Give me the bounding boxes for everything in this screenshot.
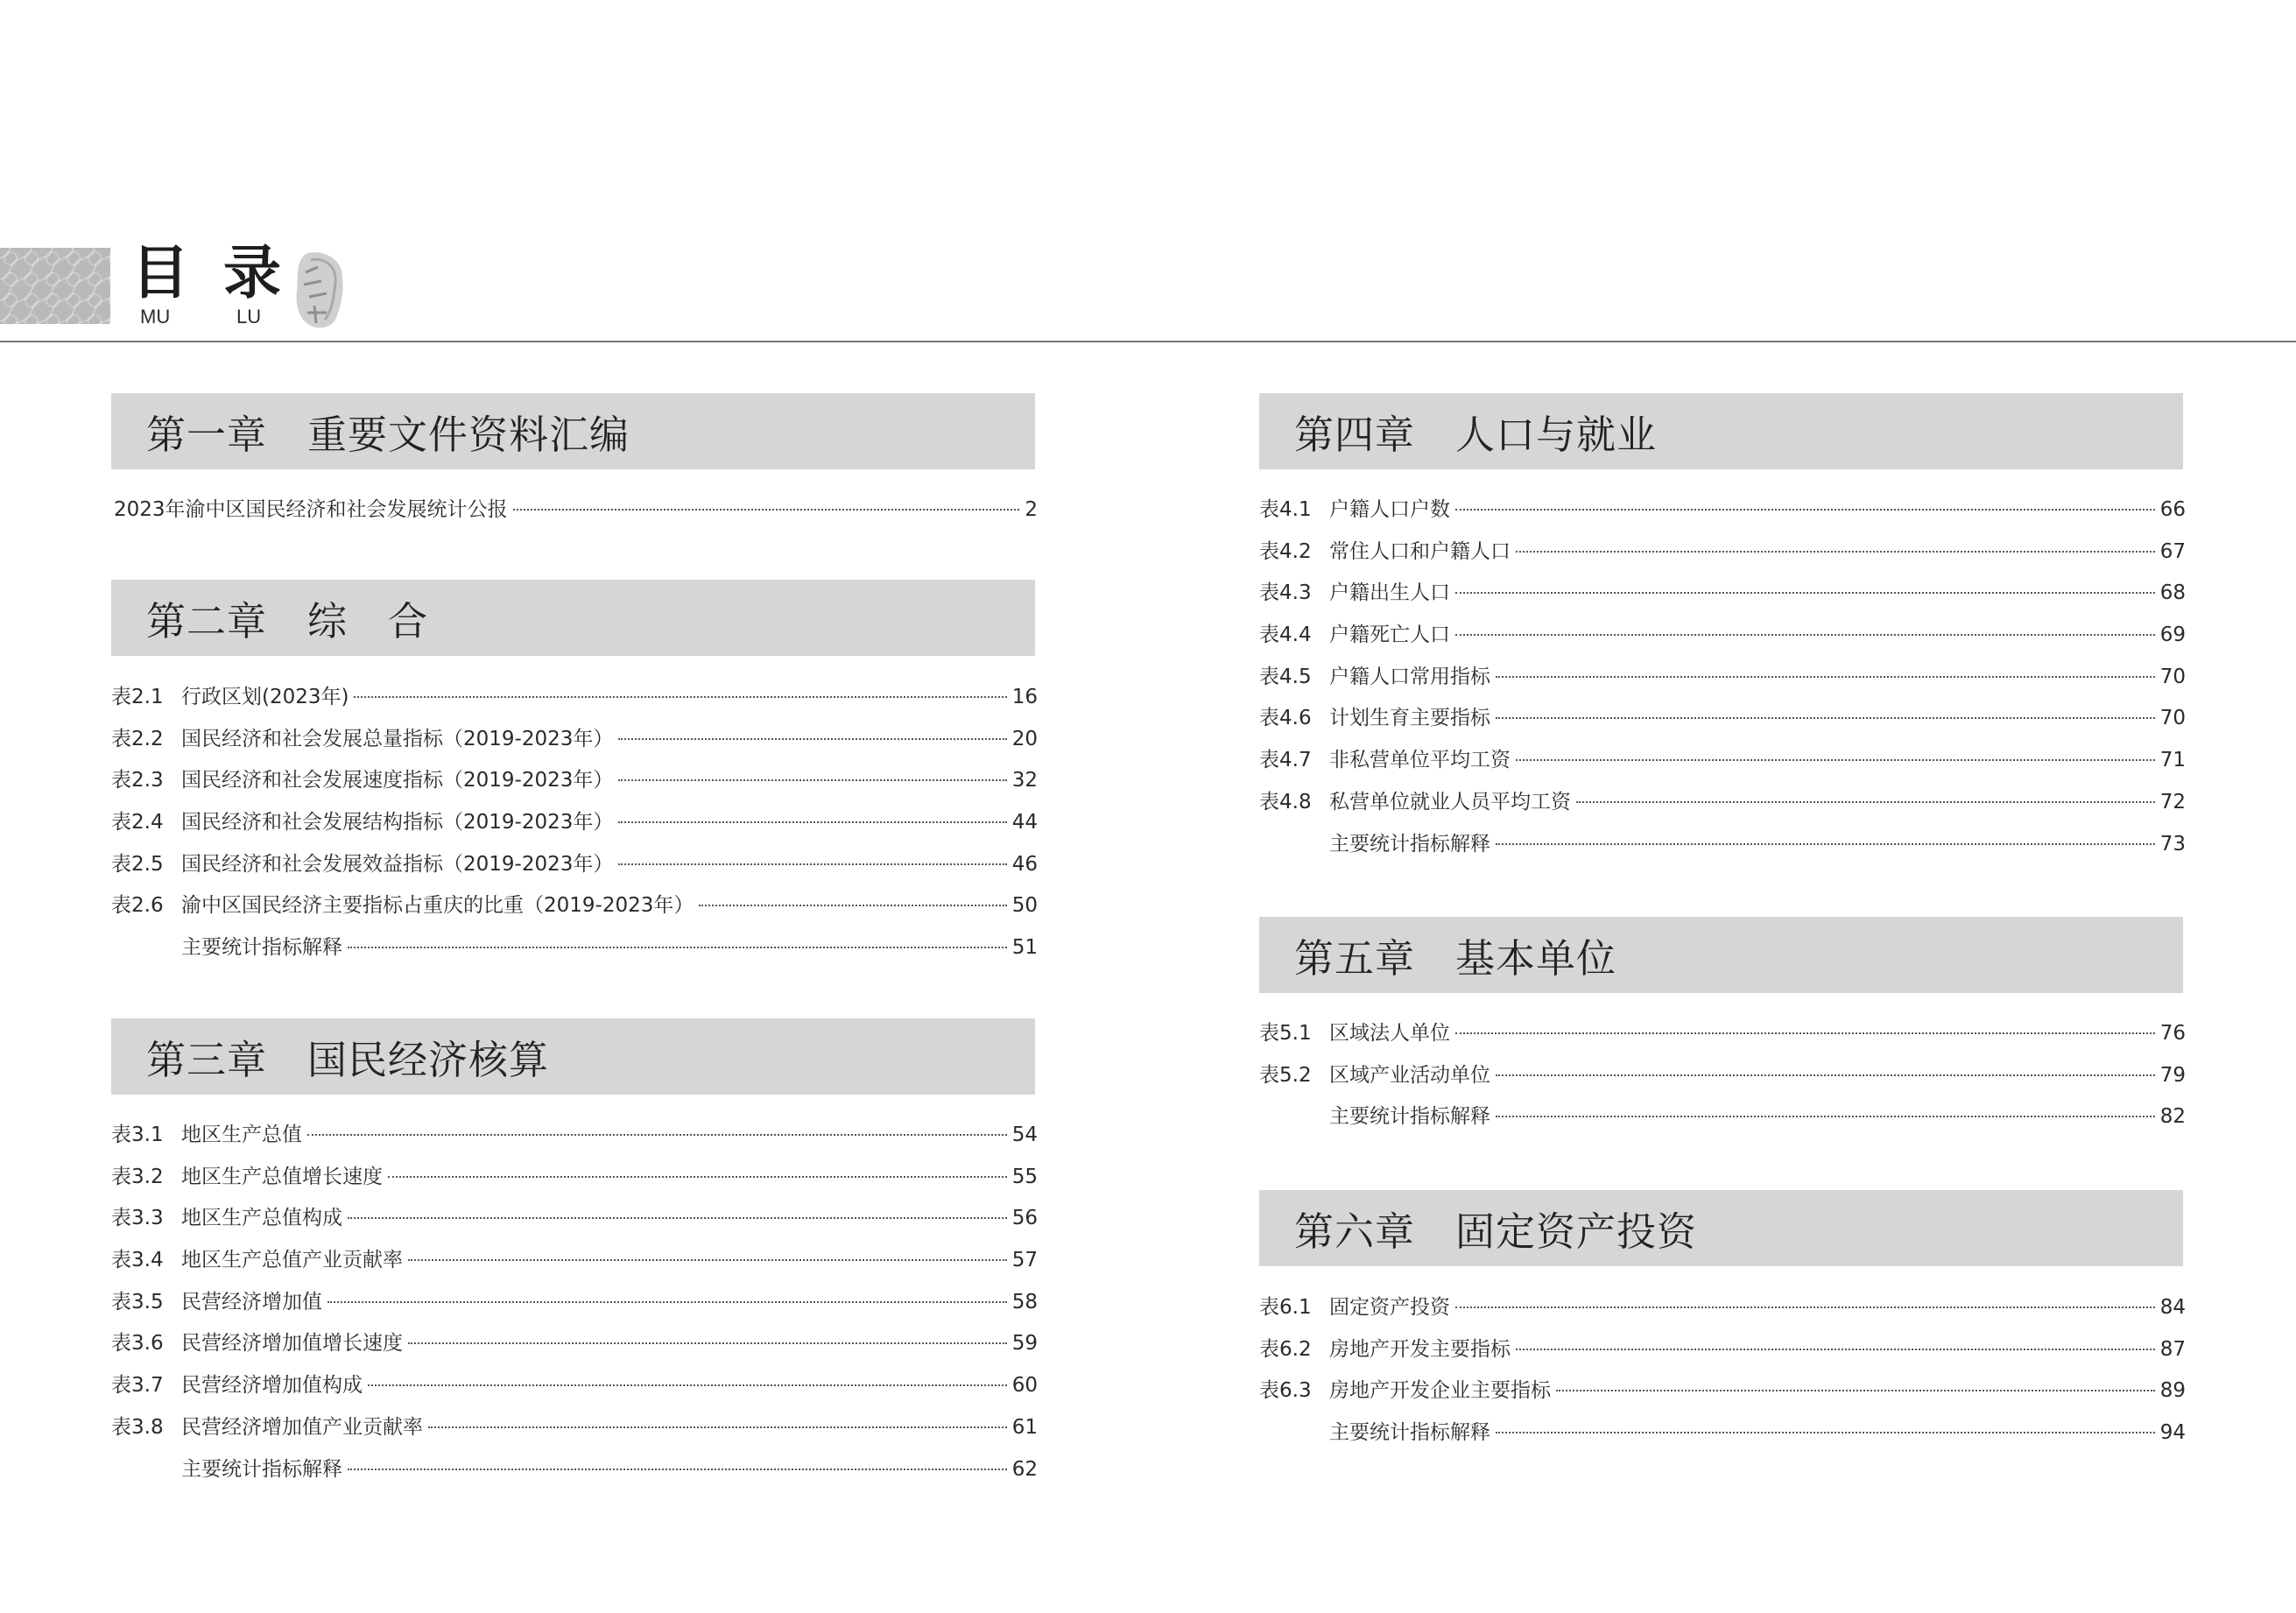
- toc-entry-label: 表4.5: [1259, 665, 1312, 688]
- toc-entry-label: 表6.2: [1259, 1337, 1312, 1361]
- toc-entry-page: 32: [1011, 769, 1038, 792]
- toc-entry[interactable]: [111, 764, 1038, 806]
- toc-entry-title: 计划生育主要指标: [1329, 707, 1490, 730]
- dot-leader: [618, 738, 1006, 740]
- toc-entry-label: 表2.2: [111, 727, 164, 750]
- toc-entry[interactable]: [1259, 618, 2186, 660]
- toc-entry[interactable]: [1259, 1374, 2186, 1416]
- chapter-heading: 第三章 国民经济核算: [111, 1018, 1035, 1095]
- toc-entry[interactable]: [1259, 1291, 2186, 1333]
- toc-entry-title: 房地产开发主要指标: [1329, 1337, 1511, 1361]
- toc-entry-title: 民营经济增加值: [181, 1290, 322, 1314]
- toc-entry-title: 户籍出生人口: [1329, 581, 1450, 605]
- toc-entry-title: 民营经济增加值增长速度: [181, 1332, 403, 1356]
- toc-entry[interactable]: [111, 1453, 1038, 1495]
- dot-leader: [327, 1301, 1007, 1303]
- toc-entry[interactable]: [111, 1243, 1038, 1285]
- dot-leader: [1556, 1390, 2155, 1391]
- toc-entry-title: 地区生产总值产业贡献率: [181, 1249, 403, 1272]
- toc-entry[interactable]: [1259, 535, 2186, 577]
- chapter-heading: 第六章 固定资产投资: [1259, 1190, 2183, 1266]
- toc-entry-title: 地区生产总值构成: [181, 1207, 342, 1230]
- dot-leader: [428, 1426, 1007, 1428]
- toc-entry-title: 地区生产总值增长速度: [181, 1165, 383, 1188]
- toc-entry[interactable]: [1259, 1100, 2186, 1142]
- toc-entry[interactable]: [1259, 576, 2186, 618]
- toc-list: [111, 680, 1038, 973]
- dot-leader: [618, 863, 1006, 865]
- dot-leader: [513, 509, 1020, 511]
- toc-entry-label: 表2.3: [111, 769, 164, 792]
- toc-entry-page: 54: [1011, 1123, 1038, 1146]
- toc-entry-page: 72: [2159, 790, 2186, 814]
- toc-entry-page: 50: [1011, 894, 1038, 918]
- toc-entry-title: 私营单位就业人员平均工资: [1329, 790, 1571, 814]
- chapter-heading: 第四章 人口与就业: [1259, 393, 2183, 469]
- toc-entry-title: 2023年渝中区国民经济和社会发展统计公报: [114, 498, 508, 521]
- toc-entry-page: 67: [2159, 539, 2186, 563]
- toc-entry-page: 60: [1011, 1374, 1038, 1398]
- toc-entry[interactable]: [111, 931, 1038, 973]
- toc-entry-title: 国民经济和社会发展效益指标（2019-2023年）: [181, 852, 614, 876]
- toc-list: [1259, 493, 2186, 869]
- toc-entry-label: 表2.6: [111, 894, 164, 918]
- toc-entry-label: 表3.3: [111, 1207, 164, 1230]
- toc-entry-label: 表2.1: [111, 686, 164, 708]
- toc-entry-page: 58: [1011, 1290, 1038, 1314]
- toc-entry-label: 表3.4: [111, 1249, 164, 1272]
- toc-entry-page: 70: [2159, 707, 2186, 730]
- dot-leader: [1576, 801, 2155, 803]
- dot-leader: [388, 1176, 1007, 1178]
- dot-leader: [1455, 509, 2155, 511]
- toc-entry-page: 82: [2159, 1105, 2186, 1129]
- toc-entry-title: 主要统计指标解释: [181, 1457, 342, 1481]
- toc-entry-page: 84: [2159, 1296, 2186, 1319]
- toc-entry-title: 户籍死亡人口: [1329, 623, 1450, 647]
- toc-entry-page: 70: [2159, 665, 2186, 688]
- toc-entry-title: 民营经济增加值产业贡献率: [181, 1415, 423, 1439]
- toc-entry-title: 常住人口和户籍人口: [1329, 539, 1511, 563]
- toc-entry-page: 56: [1011, 1207, 1038, 1230]
- toc-entry[interactable]: [111, 680, 1038, 722]
- chapter-heading: 第五章 基本单位: [1259, 917, 2183, 993]
- dot-leader: [1455, 592, 2155, 594]
- toc-entry-page: 71: [2159, 749, 2186, 772]
- toc-entry-label: 表4.7: [1259, 749, 1312, 772]
- toc-entry[interactable]: [111, 722, 1038, 764]
- toc-entry-title: 房地产开发企业主要指标: [1329, 1379, 1551, 1403]
- dot-leader: [354, 696, 1006, 698]
- toc-list: [114, 493, 1038, 535]
- toc-entry-title: 户籍人口常用指标: [1329, 665, 1490, 688]
- toc-entry-title: 地区生产总值: [181, 1123, 302, 1146]
- toc-entry[interactable]: [1259, 1333, 2186, 1375]
- toc-entry[interactable]: [1259, 1416, 2186, 1458]
- toc-entry-page: 51: [1011, 936, 1038, 960]
- toc-entry[interactable]: [111, 1201, 1038, 1243]
- toc-entry-page: 79: [2159, 1063, 2186, 1087]
- toc-entry[interactable]: [1259, 660, 2186, 702]
- dot-leader: [1496, 1432, 2155, 1433]
- toc-list: [1259, 1291, 2186, 1458]
- toc-entry-title: 主要统计指标解释: [1329, 1105, 1490, 1129]
- toc-entry[interactable]: [111, 1327, 1038, 1369]
- pinyin-lu: LU: [236, 306, 262, 328]
- dot-leader: [699, 905, 1006, 906]
- toc-entry-page: 89: [2159, 1379, 2186, 1403]
- page-title-lu: 录: [223, 238, 281, 306]
- toc-entry-label: 表4.3: [1259, 581, 1312, 605]
- toc-entry[interactable]: [111, 1118, 1038, 1160]
- toc-entry-page: 76: [2159, 1022, 2186, 1045]
- toc-entry-title: 行政区划(2023年): [181, 686, 349, 708]
- dot-leader: [1455, 1307, 2155, 1308]
- toc-entry-label: 表6.3: [1259, 1379, 1312, 1403]
- toc-entry[interactable]: [1259, 701, 2186, 743]
- chapter-heading: 第一章 重要文件资料汇编: [111, 393, 1035, 469]
- dot-leader: [348, 947, 1007, 948]
- toc-entry-label: 表3.8: [111, 1415, 164, 1439]
- toc-entry-page: 61: [1011, 1415, 1038, 1439]
- toc-entry-title: 区域产业活动单位: [1329, 1063, 1490, 1087]
- toc-entry-page: 16: [1011, 686, 1038, 708]
- dot-leader: [408, 1342, 1007, 1344]
- dot-leader: [348, 1217, 1007, 1219]
- toc-entry-title: 国民经济和社会发展结构指标（2019-2023年）: [181, 811, 614, 835]
- toc-entry[interactable]: [114, 493, 1038, 535]
- toc-entry-label: 表3.5: [111, 1290, 164, 1314]
- toc-entry-label: 表2.4: [111, 811, 164, 835]
- toc-entry-label: 表5.1: [1259, 1022, 1312, 1045]
- page-title-mu: 目: [131, 238, 189, 306]
- chapter-heading: 第二章 综 合: [111, 580, 1035, 656]
- toc-entry-label: 表4.8: [1259, 790, 1312, 814]
- toc-entry-label: 表6.1: [1259, 1296, 1312, 1319]
- dot-leader: [1516, 1349, 2155, 1350]
- toc-entry-page: 2: [1025, 498, 1038, 521]
- header-divider: [0, 341, 2296, 342]
- toc-entry-title: 主要统计指标解释: [1329, 1421, 1490, 1445]
- toc-entry-label: 表5.2: [1259, 1063, 1312, 1087]
- toc-entry[interactable]: [1259, 1059, 2186, 1101]
- toc-entry-label: 表2.5: [111, 852, 164, 876]
- dot-leader: [408, 1259, 1007, 1261]
- dot-leader: [1516, 759, 2155, 761]
- toc-entry-label: 表4.4: [1259, 623, 1312, 647]
- toc-entry-title: 国民经济和社会发展总量指标（2019-2023年）: [181, 727, 614, 750]
- toc-entry-title: 国民经济和社会发展速度指标（2019-2023年）: [181, 769, 614, 792]
- toc-entry[interactable]: [111, 1160, 1038, 1202]
- toc-entry-page: 59: [1011, 1332, 1038, 1356]
- seal-logo: [292, 250, 348, 330]
- toc-entry-page: 87: [2159, 1337, 2186, 1361]
- toc-entry-label: 表4.6: [1259, 707, 1312, 730]
- toc-entry-title: 主要统计指标解释: [181, 936, 342, 960]
- toc-entry-title: 非私营单位平均工资: [1329, 749, 1511, 772]
- toc-entry-label: 表3.7: [111, 1374, 164, 1398]
- toc-entry-title: 渝中区国民经济主要指标占重庆的比重（2019-2023年）: [181, 894, 694, 918]
- dot-leader: [348, 1469, 1007, 1470]
- toc-entry-title: 固定资产投资: [1329, 1296, 1450, 1319]
- dot-leader: [307, 1134, 1007, 1136]
- toc-entry[interactable]: [1259, 1017, 2186, 1059]
- toc-entry-label: 表4.1: [1259, 498, 1312, 521]
- dot-leader: [1455, 1032, 2155, 1034]
- toc-entry-page: 62: [1011, 1457, 1038, 1481]
- toc-entry[interactable]: [1259, 828, 2186, 870]
- toc-entry-title: 民营经济增加值构成: [181, 1374, 363, 1398]
- toc-entry-page: 20: [1011, 727, 1038, 750]
- toc-entry-label: 表4.2: [1259, 539, 1312, 563]
- toc-list: [1259, 1017, 2186, 1142]
- dot-leader: [1455, 634, 2155, 636]
- dot-leader: [1496, 1074, 2155, 1076]
- toc-entry-page: 55: [1011, 1165, 1038, 1188]
- toc-entry[interactable]: [1259, 493, 2186, 535]
- toc-entry-page: 94: [2159, 1421, 2186, 1445]
- toc-entry-page: 73: [2159, 832, 2186, 856]
- pinyin-mu: MU: [140, 306, 171, 328]
- toc-entry-page: 68: [2159, 581, 2186, 605]
- toc-entry-page: 69: [2159, 623, 2186, 647]
- dot-leader: [1496, 676, 2155, 678]
- toc-entry[interactable]: [111, 1411, 1038, 1453]
- dot-leader: [618, 821, 1006, 823]
- dot-leader: [368, 1384, 1007, 1386]
- dot-leader: [1516, 551, 2155, 553]
- toc-entry[interactable]: [111, 806, 1038, 848]
- toc-entry-label: 表3.1: [111, 1123, 164, 1146]
- toc-list: [111, 1118, 1038, 1494]
- dot-leader: [1496, 843, 2155, 845]
- toc-entry[interactable]: [1259, 743, 2186, 785]
- toc-entry-title: 主要统计指标解释: [1329, 832, 1490, 856]
- toc-entry[interactable]: [111, 1285, 1038, 1328]
- toc-entry-title: 户籍人口户数: [1329, 498, 1450, 521]
- decorative-pattern: [0, 248, 110, 324]
- dot-leader: [1496, 717, 2155, 719]
- toc-entry[interactable]: [1259, 785, 2186, 828]
- toc-entry-page: 66: [2159, 498, 2186, 521]
- toc-entry-page: 57: [1011, 1249, 1038, 1272]
- toc-entry[interactable]: [111, 889, 1038, 931]
- toc-entry-label: 表3.2: [111, 1165, 164, 1188]
- toc-entry[interactable]: [111, 848, 1038, 890]
- dot-leader: [1496, 1116, 2155, 1117]
- toc-entry-title: 区域法人单位: [1329, 1022, 1450, 1045]
- toc-entry-page: 46: [1011, 852, 1038, 876]
- toc-entry-label: 表3.6: [111, 1332, 164, 1356]
- toc-entry[interactable]: [111, 1369, 1038, 1411]
- dot-leader: [618, 779, 1006, 781]
- toc-entry-page: 44: [1011, 811, 1038, 835]
